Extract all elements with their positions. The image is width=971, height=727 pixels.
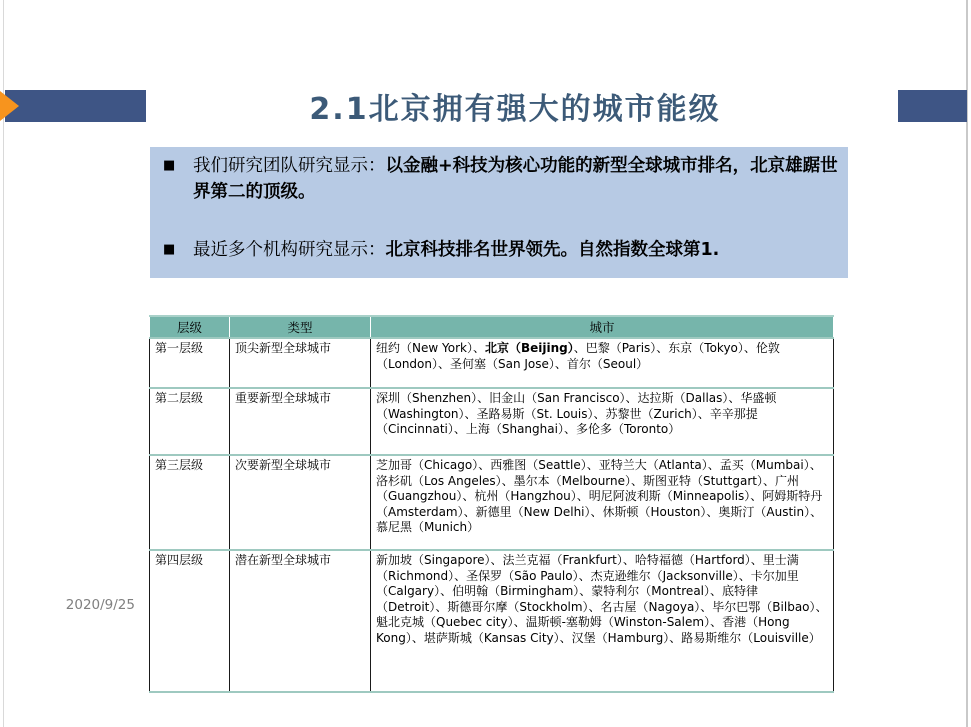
bullet-lead: 最近多个机构研究显示：	[193, 240, 386, 260]
tier-cell: 第三层级	[150, 455, 230, 550]
tier-cell: 第四层级	[150, 550, 230, 692]
type-cell: 重要新型全球城市	[230, 388, 371, 455]
cities-bold-beijing: 北京（Beijing）	[484, 341, 574, 355]
tier-cell: 第一层级	[150, 338, 230, 388]
cities-cell	[371, 338, 834, 388]
callout-box	[150, 147, 848, 278]
type-cell: 顶尖新型全球城市	[230, 338, 371, 388]
bullet-square-icon: ■	[163, 242, 176, 257]
orange-arrow-icon	[0, 91, 19, 121]
cities-text: 、巴黎（Paris）、东京（Tokyo）、伦敦（London）、圣何塞（San Jose）、首尔（Seoul）	[376, 341, 780, 371]
table-row	[150, 550, 834, 692]
cities-text: 新加坡（Singapore）、法兰克福（Frankfurt）、哈特福德（Hartford）、里士满（Richmond）、圣保罗（São Paulo）、杰克逊维尔（Jacksonville）、卡尔加里（Calgary）、伯明翰（Birmingham）、蒙特利尔（Montreal）、底特律（Detroit）、斯德哥尔摩（Stockholm）、名古屋（Nagoya）、毕尔巴鄂（Bilbao）、魁北克城（Quebec city）、温斯顿-塞勒姆（Winston-Salem）、香港（Hong Kong）、堪萨斯城（Kansas City）、汉堡（Hamburg）、路易斯维尔（Louisville）	[376, 553, 828, 645]
type-cell: 潜在新型全球城市	[230, 550, 371, 692]
type-cell: 次要新型全球城市	[230, 455, 371, 550]
bullet-item	[163, 237, 838, 263]
right-accent-bar	[898, 90, 967, 122]
bullet-item	[163, 153, 838, 205]
cities-text: 深圳（Shenzhen）、旧金山（San Francisco）、达拉斯（Dallas）、华盛顿（Washington）、圣路易斯（St. Louis）、苏黎世（Zurich）、辛辛那提（Cincinnati）、上海（Shanghai）、多伦多（Toronto）	[376, 391, 777, 436]
bullet-emphasis: 北京科技排名世界领先。自然指数全球第1.	[385, 240, 720, 260]
city-tier-table-container	[149, 315, 833, 693]
left-accent-bar	[5, 90, 146, 122]
bullet-square-icon: ■	[163, 158, 176, 173]
slide-date: 2020/9/25	[65, 597, 135, 613]
table-row	[150, 388, 834, 455]
header-type: 类型	[230, 316, 371, 338]
bullet-emphasis: 以金融+科技为核心功能的新型全球城市排名，北京雄踞世界第二的顶级。	[193, 156, 838, 202]
tier-cell: 第二层级	[150, 388, 230, 455]
city-tier-table	[149, 315, 834, 693]
bullet-text	[193, 237, 719, 263]
table-row	[150, 338, 834, 388]
header-cities: 城市	[371, 316, 834, 338]
cities-cell	[371, 388, 834, 455]
cities-text: 芝加哥（Chicago）、西雅图（Seattle）、亚特兰大（Atlanta）、孟买（Mumbai）、洛杉矶（Los Angeles）、墨尔本（Melbourne）、斯图亚特（Stuttgart）、广州（Guangzhou）、杭州（Hangzhou）、明尼阿波利斯（Minneapolis）、阿姆斯特丹（Amsterdam）、新德里（New Delhi）、休斯顿（Houston）、奥斯汀（Austin）、慕尼黑（Munich）	[376, 458, 823, 534]
header-tier: 层级	[150, 316, 230, 338]
table-row	[150, 455, 834, 550]
cities-cell	[371, 550, 834, 692]
cities-text: 纽约（New York）、	[376, 341, 485, 355]
table-header-row	[150, 316, 834, 338]
bullet-text	[193, 153, 838, 205]
bullet-lead: 我们研究团队研究显示：	[193, 156, 386, 176]
slide-title: 2.1北京拥有强大的城市能级	[309, 92, 721, 127]
cities-cell	[371, 455, 834, 550]
